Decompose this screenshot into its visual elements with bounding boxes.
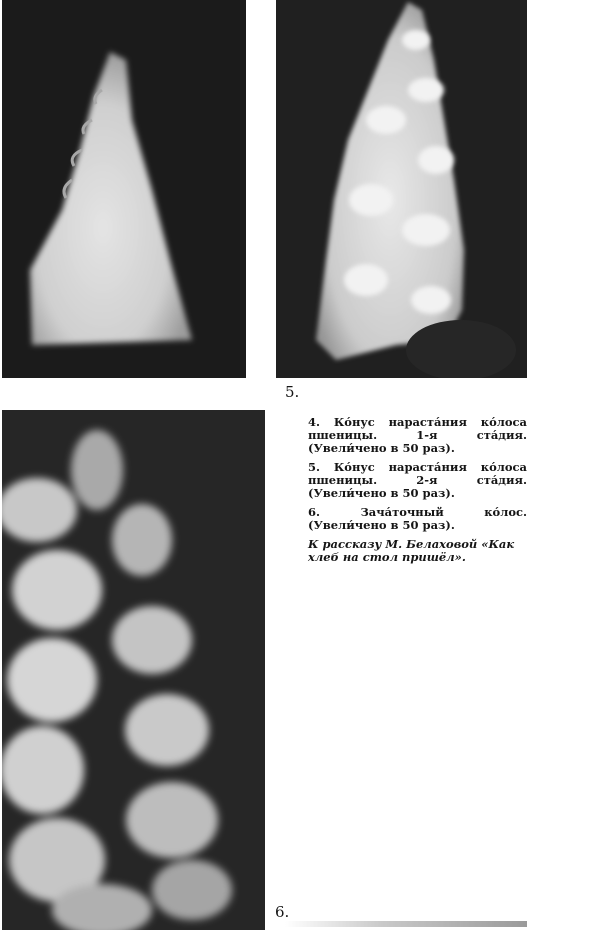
growth-cone-stage-1-illustration [2, 0, 246, 378]
caption-credit: К рассказу М. Белаховой «Как хлеб на стол пришёл». [308, 537, 515, 564]
caption-figure-4: 4. Ко́нус нараста́ния ко́лоса пшеницы. 1-я ста́дия. (Увели́чено в 50 раз). [308, 415, 527, 455]
caption-block [308, 416, 527, 570]
figure-number-6: 6. [275, 903, 290, 921]
caption-figure-5: 5. Ко́нус нараста́ния ко́лоса пшеницы. 2-я ста́дия. (Увели́чено в 50 раз). [308, 460, 527, 500]
photo-growth-cone-stage-1 [2, 0, 246, 378]
growth-cone-stage-2-illustration [276, 0, 527, 378]
embryonic-ear-illustration [2, 410, 265, 930]
photo-growth-cone-stage-2 [276, 0, 527, 378]
figure-number-5: 5. [285, 383, 300, 401]
caption-figure-6: 6. Зача́точный ко́лос. (Увели́чено в 50 раз). [308, 505, 527, 532]
photo-embryonic-ear [2, 410, 265, 930]
bottom-edge-shadow [285, 921, 527, 927]
